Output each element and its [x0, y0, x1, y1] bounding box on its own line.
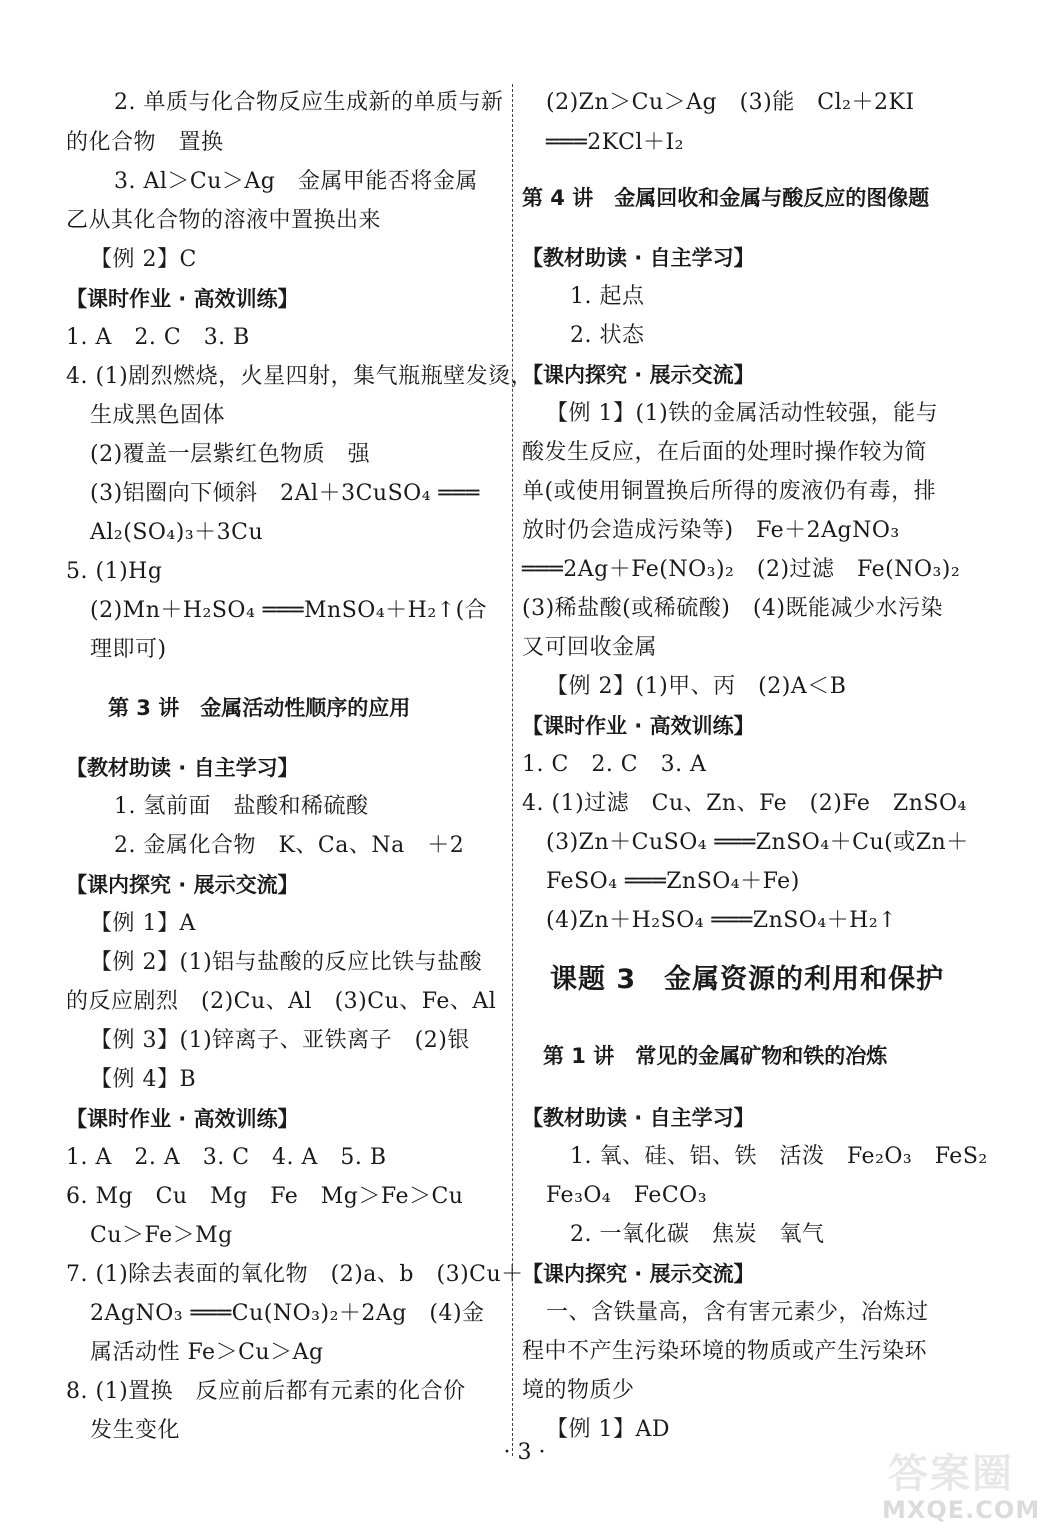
section-heading: 【课内探究 · 展示交流】	[522, 1262, 755, 1286]
section-heading: 【课时作业 · 高效训练】	[522, 714, 755, 738]
answer-line: 【例 3】(1)锌离子、亚铁离子 (2)银	[90, 1028, 470, 1053]
column-divider	[512, 84, 513, 1456]
answer-line: 1. A 2. A 3. C 4. A 5. B	[66, 1145, 387, 1170]
watermark-url: MXQE.COM	[882, 1496, 1041, 1524]
answer-line: 程中不产生污染环境的物质或产生污染环	[522, 1339, 928, 1364]
answer-line: 【例 1】AD	[546, 1417, 671, 1442]
answer-line: ═══2KCl＋I₂	[546, 130, 684, 155]
answer-line: 【例 2】C	[90, 247, 197, 272]
answer-line: 4. (1)过滤 Cu、Zn、Fe (2)Fe ZnSO₄	[522, 791, 967, 816]
answer-line: 5. (1)Hg	[66, 559, 163, 584]
answer-line: 6. Mg Cu Mg Fe Mg＞Fe＞Cu	[66, 1184, 464, 1209]
answer-line: 3. Al＞Cu＞Ag 金属甲能否将金属	[114, 169, 478, 194]
lecture-title: 第 4 讲 金属回收和金属与酸反应的图像题	[522, 186, 930, 210]
answer-line: 【例 2】(1)铝与盐酸的反应比铁与盐酸	[90, 950, 483, 975]
answer-line: 又可回收金属	[522, 635, 658, 660]
page-number: · 3 ·	[503, 1440, 546, 1465]
section-heading: 【教材助读 · 自主学习】	[66, 756, 299, 780]
answer-line: (3)稀盐酸(或稀硫酸) (4)既能减少水污染	[522, 596, 943, 621]
answer-line: 【例 2】(1)甲、丙 (2)A＜B	[546, 674, 847, 699]
answer-line: 1. C 2. C 3. A	[522, 752, 707, 777]
answer-line: 1. 氧、硅、铝、铁 活泼 Fe₂O₃ FeS₂	[570, 1144, 988, 1169]
answer-line: 8. (1)置换 反应前后都有元素的化合价	[66, 1379, 466, 1404]
answer-line: 7. (1)除去表面的氧化物 (2)a、b (3)Cu＋	[66, 1262, 524, 1287]
answer-line: 乙从其化合物的溶液中置换出来	[66, 208, 382, 233]
answer-line: 2. 状态	[570, 323, 645, 348]
answer-line: 的化合物 置换	[66, 130, 224, 155]
answer-line: (2)Zn＞Cu＞Ag (3)能 Cl₂＋2KI	[546, 90, 915, 115]
section-heading: 【教材助读 · 自主学习】	[522, 246, 755, 270]
answer-line: (2)Mn＋H₂SO₄ ═══MnSO₄＋H₂↑(合	[90, 598, 488, 623]
section-heading: 【教材助读 · 自主学习】	[522, 1106, 755, 1130]
answer-line: Fe₃O₄ FeCO₃	[546, 1183, 708, 1208]
answer-line: (4)Zn＋H₂SO₄ ═══ZnSO₄＋H₂↑	[546, 908, 898, 933]
answer-line: 放时仍会造成污染等) Fe＋2AgNO₃	[522, 518, 900, 543]
answer-line: FeSO₄ ═══ZnSO₄＋Fe)	[546, 869, 800, 894]
answer-line: 生成黑色固体	[90, 403, 226, 428]
answer-line: 2AgNO₃ ═══Cu(NO₃)₂＋2Ag (4)金	[90, 1301, 485, 1326]
watermark-cn: 答案圈	[888, 1451, 1014, 1497]
answer-line: 2. 金属化合物 K、Ca、Na ＋2	[114, 833, 465, 858]
lecture-title: 第 3 讲 金属活动性顺序的应用	[66, 696, 411, 720]
answer-line: Al₂(SO₄)₃＋3Cu	[90, 520, 264, 545]
answer-line: 4. (1)剧烈燃烧，火星四射，集气瓶瓶壁发烫，	[66, 364, 534, 389]
answer-line: 2. 一氧化碳 焦炭 氧气	[570, 1222, 825, 1247]
answer-line: 【例 1】A	[90, 911, 196, 936]
section-heading: 【课时作业 · 高效训练】	[66, 287, 299, 311]
answer-line: 一、含铁量高，含有害元素少，冶炼过	[546, 1300, 929, 1325]
answer-line: 1. 起点	[570, 284, 645, 309]
watermark-logo	[872, 1438, 1042, 1536]
section-heading: 【课内探究 · 展示交流】	[522, 363, 755, 387]
answer-line: (3)Zn＋CuSO₄ ═══ZnSO₄＋Cu(或Zn＋	[546, 830, 969, 855]
answer-line: Cu＞Fe＞Mg	[90, 1223, 233, 1248]
answer-line: 境的物质少	[522, 1378, 635, 1403]
answer-line: 1. 氢前面 盐酸和稀硫酸	[114, 794, 369, 819]
answer-line: (2)覆盖一层紫红色物质 强	[90, 442, 371, 467]
answer-line: 2. 单质与化合物反应生成新的单质与新	[114, 90, 504, 115]
answer-line: 1. A 2. C 3. B	[66, 325, 250, 350]
answer-line: 单(或使用铜置换后所得的废液仍有毒，排	[522, 479, 937, 504]
answer-line: 属活动性 Fe＞Cu＞Ag	[90, 1340, 324, 1365]
section-heading: 【课内探究 · 展示交流】	[66, 873, 299, 897]
answer-line: 【例 1】(1)铁的金属活动性较强，能与	[546, 401, 939, 426]
answer-line: 酸发生反应，在后面的处理时操作较为简	[522, 440, 928, 465]
answer-line: 的反应剧烈 (2)Cu、Al (3)Cu、Fe、Al	[66, 989, 497, 1014]
answer-line: 【例 4】B	[90, 1067, 197, 1092]
answer-line: 发生变化	[90, 1418, 181, 1443]
answer-line: (3)铝圈向下倾斜 2Al＋3CuSO₄ ═══	[90, 481, 480, 506]
answer-line: ═══2Ag＋Fe(NO₃)₂ (2)过滤 Fe(NO₃)₂	[522, 557, 961, 582]
section-heading: 【课时作业 · 高效训练】	[66, 1107, 299, 1131]
topic-title: 课题 3 金属资源的利用和保护	[522, 964, 945, 995]
lecture-title: 第 1 讲 常见的金属矿物和铁的冶炼	[522, 1044, 888, 1068]
answer-line: 理即可)	[90, 637, 167, 662]
